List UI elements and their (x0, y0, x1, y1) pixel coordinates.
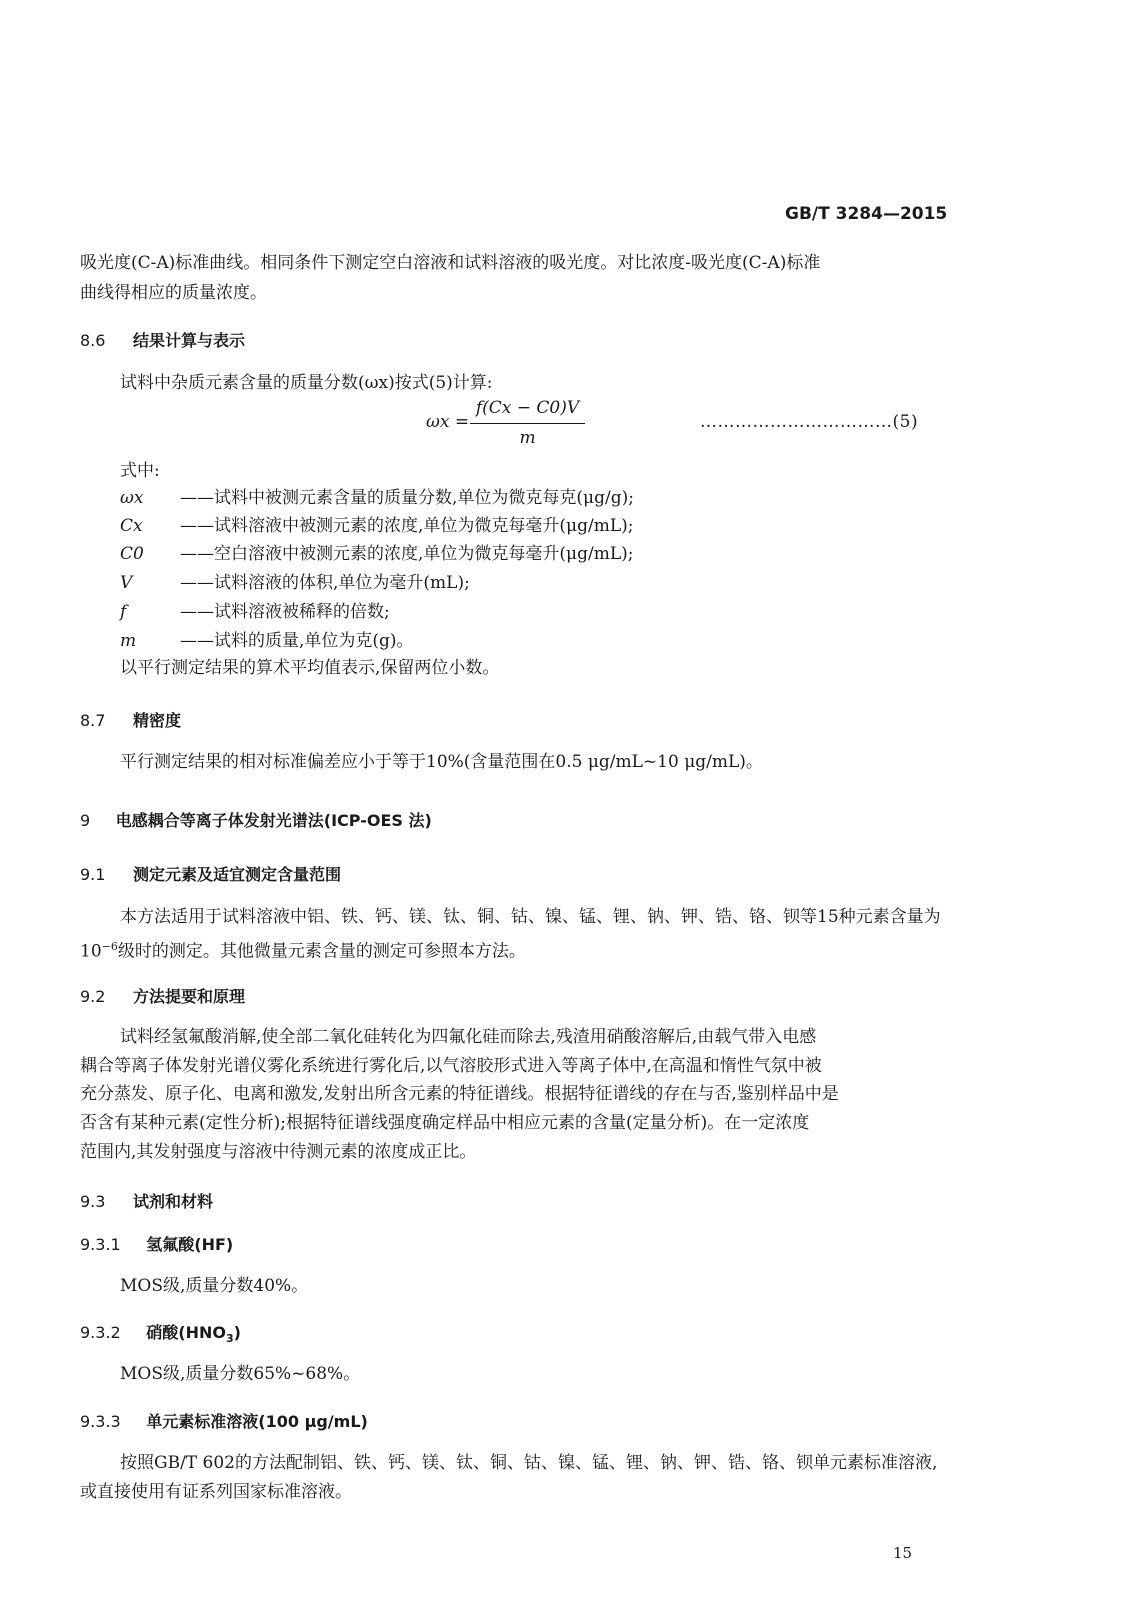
formula-lhs: ωx = (426, 412, 470, 432)
variable-symbol: C0 (120, 544, 144, 564)
section-number: 9 (80, 811, 91, 830)
variable-symbol: V (120, 573, 133, 593)
section-9-heading (80, 808, 432, 831)
variable-row (120, 568, 470, 593)
section-title: 硝酸$(HNO_3)$ (146, 1323, 241, 1346)
section-title: 电感耦合等离子体发射光谱法(ICP-OES 法) (115, 811, 432, 830)
standard-code: GB/T 3284—2015 (785, 204, 948, 224)
section-title: 测定元素及适宜测定含量范围 (133, 865, 342, 884)
formula-fraction-bar (470, 423, 585, 424)
variable-description: ——试料中被测元素含量的质量分数,单位为微克每克(μg/g); (180, 488, 634, 508)
section-8-6-heading (80, 328, 245, 351)
variable-row (120, 597, 390, 622)
section-number: 8.7 (80, 711, 106, 730)
section-title: 试剂和材料 (133, 1192, 214, 1211)
principle-line: 充分蒸发、原子化、电离和激发,发射出所含元素的特征谱线。根据特征谱线的存在与否,鉴别样品中是 (80, 1084, 839, 1104)
formula-numerator: f(Cx − C0)V (475, 398, 580, 418)
hno3-grade-text: MOS级,质量分数65%~68%。 (120, 1364, 361, 1384)
section-number: 9.2 (80, 987, 106, 1006)
variable-description: ——试料的质量,单位为克(g)。 (180, 631, 414, 651)
principle-line: 否含有某种元素(定性分析);根据特征谱线强度确定样品中相应元素的含量(定量分析)。在一定浓度 (80, 1113, 810, 1133)
variable-row (120, 539, 633, 564)
scope-line-2-text: 级时的测定。其他微量元素含量的测定可参照本方法。 (117, 941, 526, 962)
section-title: 氢氟酸(HF) (146, 1235, 234, 1254)
scope-line-2 (80, 933, 526, 966)
precision-text: 平行测定结果的相对标准偏差应小于等于10%(含量范围在0.5 μg/mL~10 μg/mL)。 (120, 752, 763, 772)
section-number: 9.1 (80, 865, 106, 884)
section-title: 方法提要和原理 (133, 987, 246, 1006)
intro-line-2: 曲线得相应的质量浓度。 (80, 283, 267, 303)
section-9-1-heading (80, 862, 341, 885)
hf-grade-text: MOS级,质量分数40%。 (120, 1276, 309, 1296)
variable-symbol: f (120, 602, 127, 622)
section-9-3-1-heading (80, 1232, 233, 1255)
section-number: 9.3.1 (80, 1235, 121, 1254)
variable-symbol: ωx (120, 488, 144, 508)
section-title: 结果计算与表示 (133, 331, 246, 350)
section-number: 9.3.2 (80, 1323, 121, 1342)
standard-solution-line-1: 按照GB/T 602的方法配制铝、铁、钙、镁、钛、铜、钴、镍、锰、锂、钠、钾、锆、铬、钡单元素标准溶液, (120, 1453, 938, 1473)
variable-row (120, 626, 414, 651)
section-number: 9.3.3 (80, 1412, 121, 1431)
section-title: 精密度 (133, 711, 182, 730)
variable-row (120, 483, 634, 508)
section-8-7-heading (80, 708, 181, 731)
scope-line-1: 本方法适用于试料溶液中铝、铁、钙、镁、钛、铜、钴、镍、锰、锂、钠、钾、锆、铬、钡等15种元素含量为 (120, 907, 941, 927)
exponent: −6 (101, 940, 118, 953)
variable-row (120, 511, 633, 536)
exponent-base: 10 (80, 941, 102, 962)
section-number: 9.3 (80, 1192, 106, 1211)
principle-line: 试料经氢氟酸消解,使全部二氧化硅转化为四氟化硅而除去,残渣用硝酸溶解后,由载气带入电感 (120, 1027, 817, 1047)
formula-lead: 试料中杂质元素含量的质量分数(ωx)按式(5)计算: (120, 373, 493, 393)
section-9-3-3-heading (80, 1409, 368, 1432)
variable-description: ——试料溶液被稀释的倍数; (180, 602, 390, 622)
section-9-3-heading (80, 1189, 213, 1212)
principle-line: 范围内,其发射强度与溶液中待测元素的浓度成正比。 (80, 1142, 477, 1162)
variable-description: ——试料溶液的体积,单位为毫升(mL); (180, 573, 470, 593)
variable-description: ——试料溶液中被测元素的浓度,单位为微克每毫升(μg/mL); (180, 516, 634, 536)
variable-symbol: Cx (120, 516, 143, 536)
result-rounding-note: 以平行测定结果的算术平均值表示,保留两位小数。 (120, 658, 500, 678)
where-label: 式中: (120, 461, 160, 481)
intro-line-1: 吸光度(C-A)标准曲线。相同条件下测定空白溶液和试料溶液的吸光度。对比浓度-吸光度(C-A)标准 (80, 253, 821, 273)
equation-number: ……………………………(5) (700, 412, 919, 432)
section-title: 单元素标准溶液(100 μg/mL) (146, 1412, 368, 1431)
section-9-2-heading (80, 984, 245, 1007)
standard-solution-line-2: 或直接使用有证系列国家标准溶液。 (80, 1482, 352, 1502)
section-number: 8.6 (80, 331, 106, 350)
page-number: 15 (893, 1544, 913, 1562)
section-9-3-2-heading (80, 1320, 241, 1345)
variable-description: ——空白溶液中被测元素的浓度,单位为微克每毫升(μg/mL); (180, 544, 634, 564)
formula-denominator: m (519, 428, 536, 448)
variable-symbol: m (120, 631, 137, 651)
principle-line: 耦合等离子体发射光谱仪雾化系统进行雾化后,以气溶胶形式进入等离子体中,在高温和惰性气氛中被 (80, 1056, 822, 1076)
